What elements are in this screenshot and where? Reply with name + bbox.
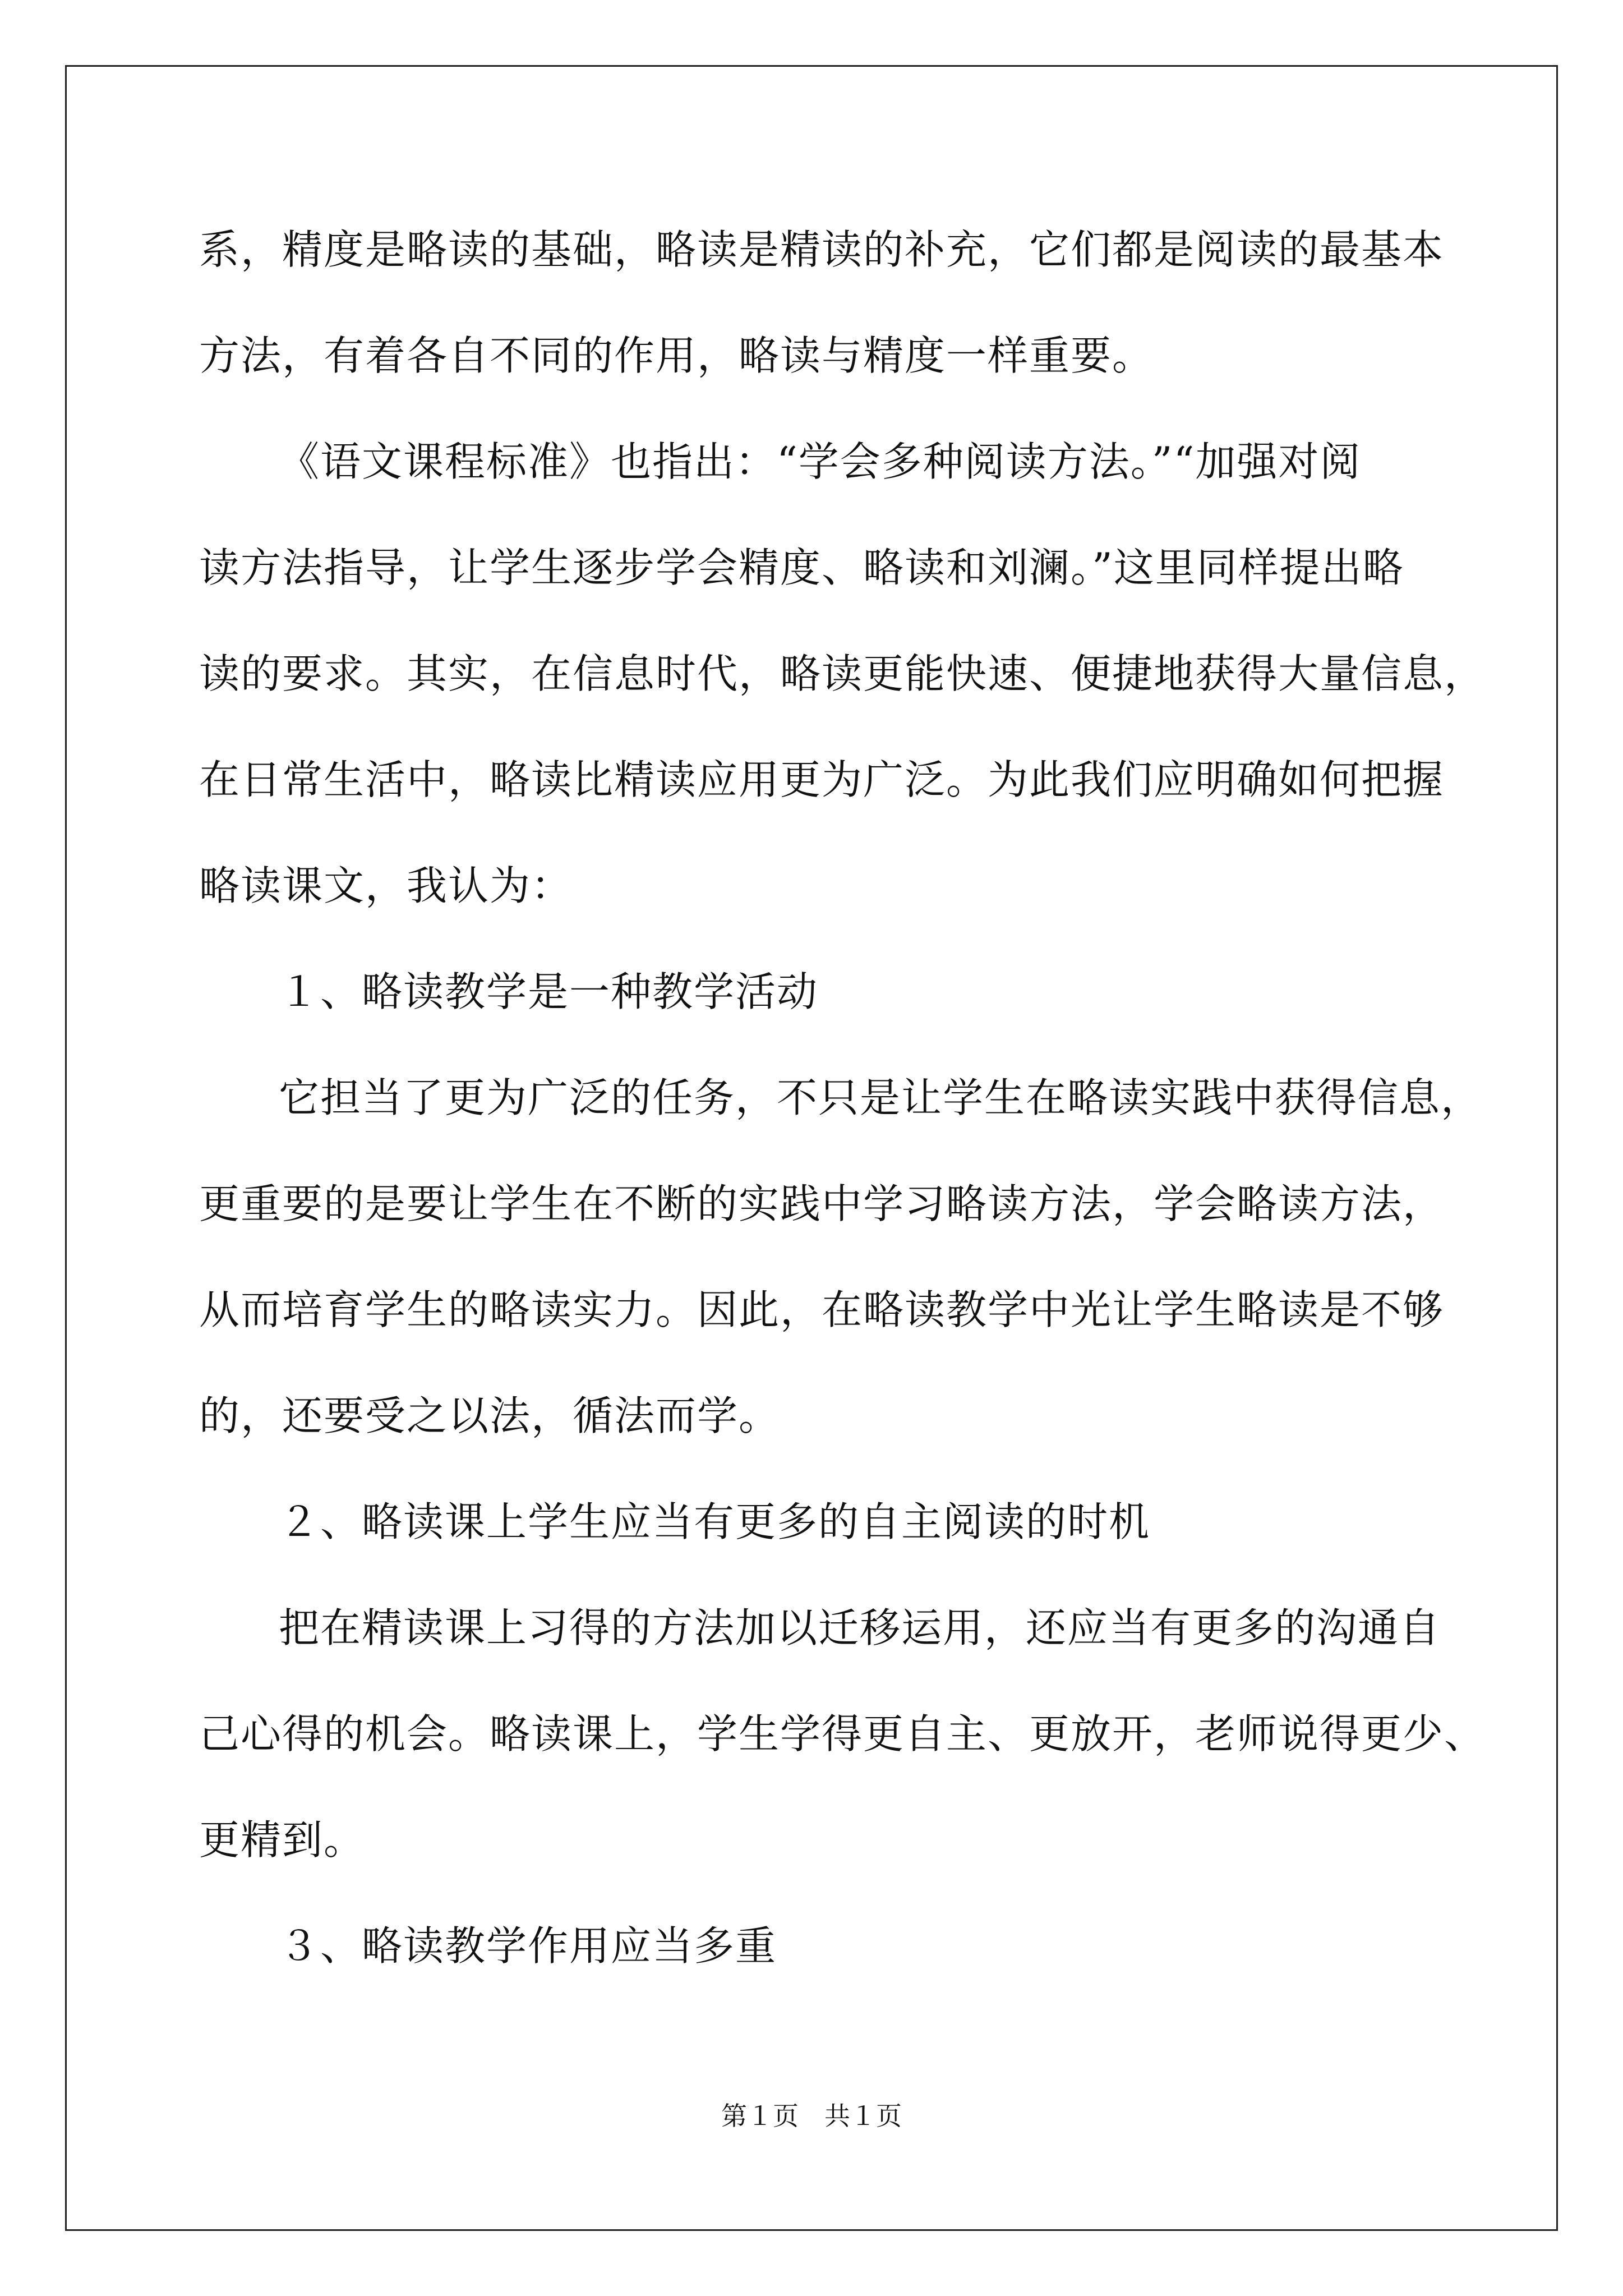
text-line-5: 读的要求。其实，在信息时代，略读更能快速、便捷地获得大量信息，: [199, 650, 1486, 697]
text-line-16: 更精到。: [199, 1816, 366, 1864]
text-line-9: 它担当了更为广泛的任务，不只是让学生在略读实践中获得信息，: [279, 1074, 1483, 1121]
page-border: [65, 65, 1558, 2231]
text-line-3: 《语文课程标准》也指出：“学会多种阅读方法。”“加强对阅: [279, 438, 1362, 485]
text-line-10: 更重要的是要让学生在不断的实践中学习略读方法，学会略读方法，: [199, 1180, 1445, 1227]
section-heading-3: ３、略读教学作用应当多重: [279, 1922, 777, 1970]
section-heading-2: ２、略读课上学生应当有更多的自主阅读的时机: [279, 1498, 1151, 1545]
text-line-11: 从而培育学生的略读实力。因此，在略读教学中光让学生略读是不够: [199, 1286, 1445, 1333]
text-line-1: 系，精度是略读的基础，略读是精读的补充，它们都是阅读的最基本: [199, 226, 1445, 273]
text-line-12: 的，还要受之以法，循法而学。: [199, 1392, 781, 1439]
text-line-6: 在日常生活中，略读比精读应用更为广泛。为此我们应明确如何把握: [199, 756, 1445, 803]
page-number-footer: 第１页 共１页: [721, 2101, 902, 2131]
text-line-4: 读方法指导，让学生逐步学会精度、略读和刘澜。”这里同样提出略: [199, 544, 1404, 591]
text-line-14: 把在精读课上习得的方法加以迁移运用，还应当有更多的沟通自: [279, 1604, 1441, 1651]
text-line-7: 略读课文，我认为：: [199, 862, 573, 909]
text-line-2: 方法，有着各自不同的作用，略读与精度一样重要。: [199, 332, 1154, 379]
text-line-15: 己心得的机会。略读课上，学生学得更自主、更放开，老师说得更少、: [199, 1710, 1486, 1757]
section-heading-1: １、略读教学是一种教学活动: [279, 968, 819, 1015]
